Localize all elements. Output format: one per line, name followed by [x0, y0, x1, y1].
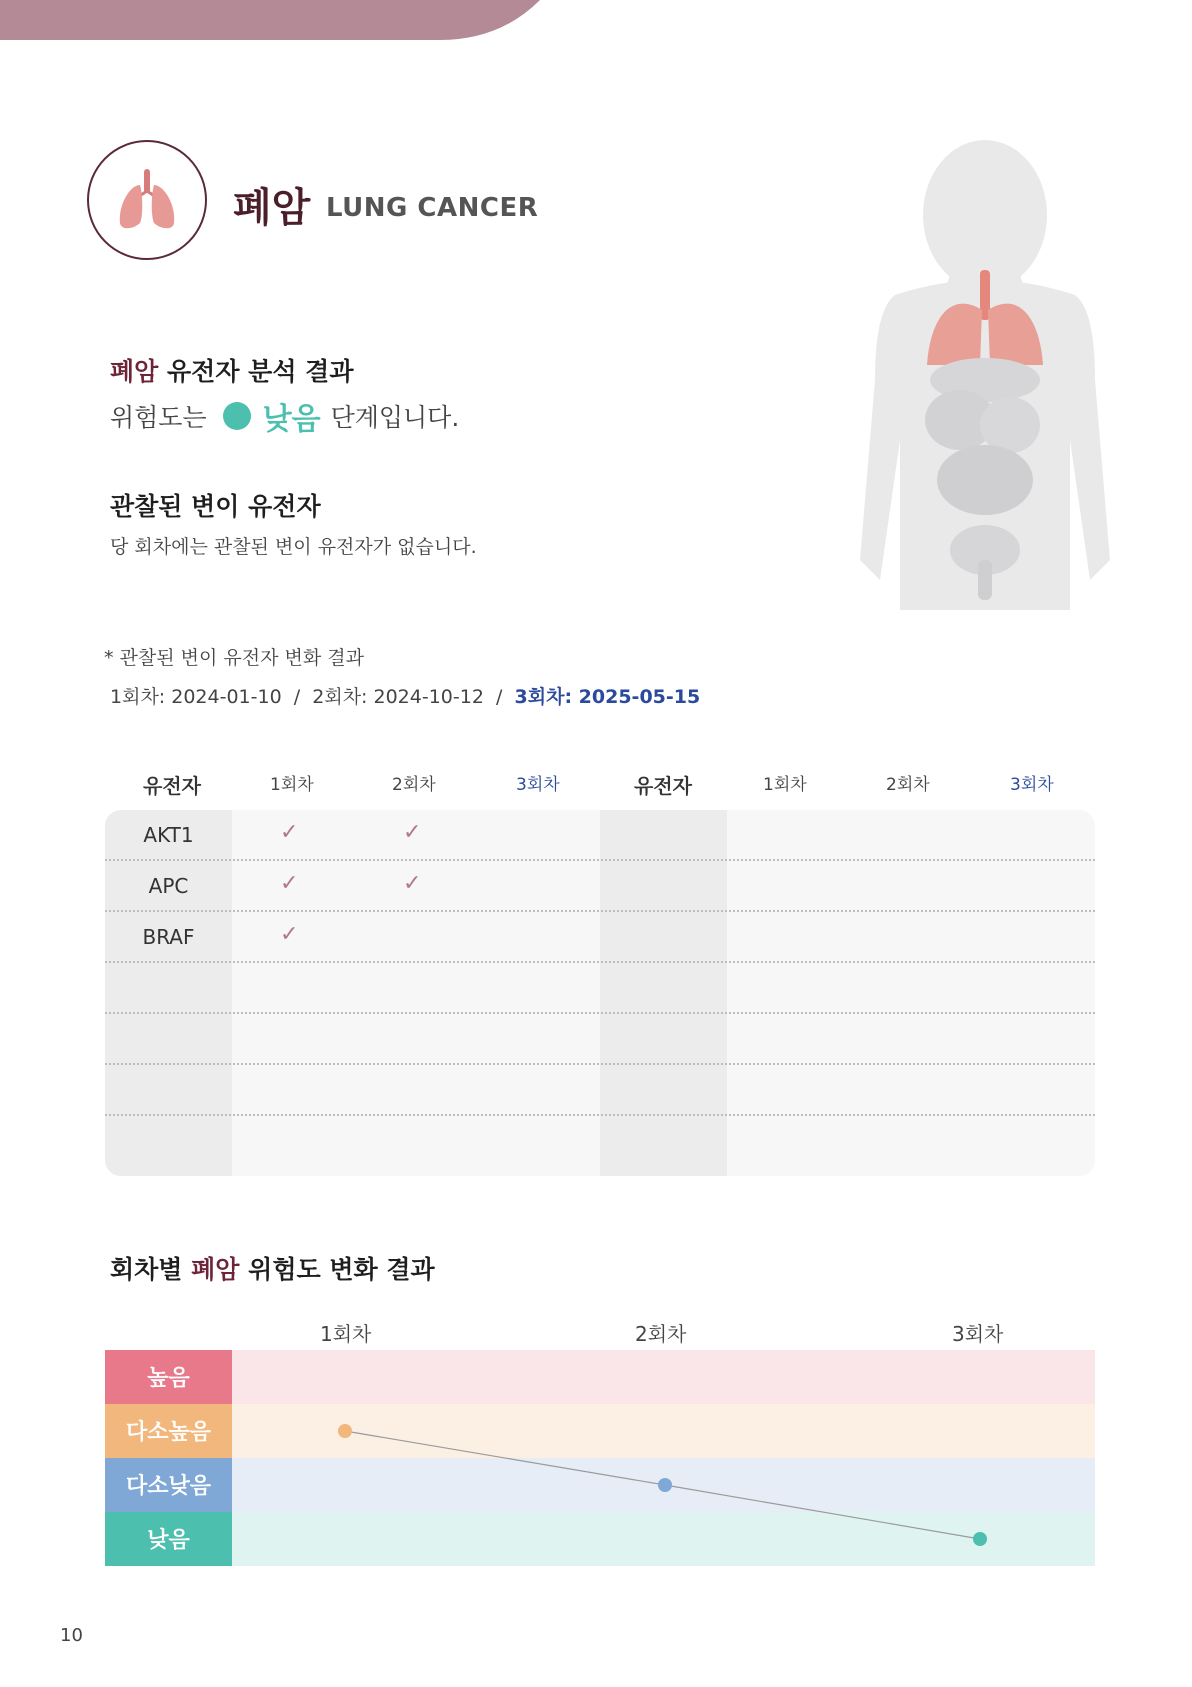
table-header-round3-2: 3회차	[1010, 775, 1054, 795]
risk-level-label: 다소높음	[125, 1420, 212, 1445]
risk-band-3	[232, 1512, 1095, 1566]
round-label-3: 3회차	[952, 1322, 1004, 1346]
risk-trend-chart	[105, 1350, 1095, 1570]
risk-level-label: 높음	[147, 1366, 190, 1391]
table-header-gene: 유전자	[143, 774, 201, 798]
table-row	[105, 912, 1095, 963]
risk-level-dot-icon	[223, 402, 251, 430]
table-header-round1: 1회차	[270, 775, 314, 795]
page-title-ko: 폐암	[233, 185, 311, 231]
table-header-round2-2: 2회차	[886, 775, 930, 795]
table-row	[105, 1065, 1095, 1116]
page-title-en: LUNG CANCER	[326, 193, 539, 223]
top-decor-bar	[0, 0, 540, 40]
risk-level-label: 다소낮음	[125, 1474, 212, 1499]
check-icon: ✓	[403, 871, 422, 896]
trend-point-2	[658, 1478, 672, 1492]
table-row	[105, 810, 1095, 861]
check-icon: ✓	[280, 820, 299, 845]
body-organ-illustration	[855, 140, 1115, 650]
check-icon: ✓	[280, 922, 299, 947]
table-header-round2: 2회차	[392, 775, 436, 795]
check-icon: ✓	[280, 871, 299, 896]
check-icon: ✓	[403, 820, 422, 845]
table-row	[105, 861, 1095, 912]
trend-heading: 회차별 폐암 위험도 변화 결과	[110, 1255, 435, 1284]
risk-statement	[110, 394, 459, 438]
risk-band-1	[232, 1404, 1095, 1458]
risk-prefix: 위험도는	[110, 403, 207, 432]
risk-suffix: 단계입니다.	[330, 403, 460, 432]
lung-icon	[87, 140, 207, 260]
gene-name: AKT1	[143, 823, 194, 847]
table-row	[105, 1014, 1095, 1065]
table-header-round3: 3회차	[516, 775, 560, 795]
risk-level: 낮음	[262, 402, 321, 437]
round-dates: 1회차: 2024-01-10 / 2회차: 2024-10-12 / 3회차: 2025-05-15	[110, 686, 701, 708]
gene-name: BRAF	[142, 925, 195, 949]
result-heading: 폐암 유전자 분석 결과	[110, 357, 354, 386]
risk-band-0	[232, 1350, 1095, 1404]
observed-text: 당 회차에는 관찰된 변이 유전자가 없습니다.	[110, 536, 477, 558]
gene-change-table	[105, 810, 1095, 1176]
round-label-2: 2회차	[635, 1322, 687, 1346]
change-note: * 관찰된 변이 유전자 변화 결과	[104, 647, 364, 669]
trend-point-1	[338, 1424, 352, 1438]
table-header-gene-2: 유전자	[634, 774, 692, 798]
table-row	[105, 963, 1095, 1014]
risk-level-label: 낮음	[147, 1528, 190, 1553]
table-header-round1-2: 1회차	[763, 775, 807, 795]
trend-point-3	[973, 1532, 987, 1546]
round-label-1: 1회차	[320, 1322, 372, 1346]
observed-heading: 관찰된 변이 유전자	[110, 492, 321, 521]
page-number: 10	[60, 1625, 83, 1646]
gene-name: APC	[148, 874, 189, 898]
